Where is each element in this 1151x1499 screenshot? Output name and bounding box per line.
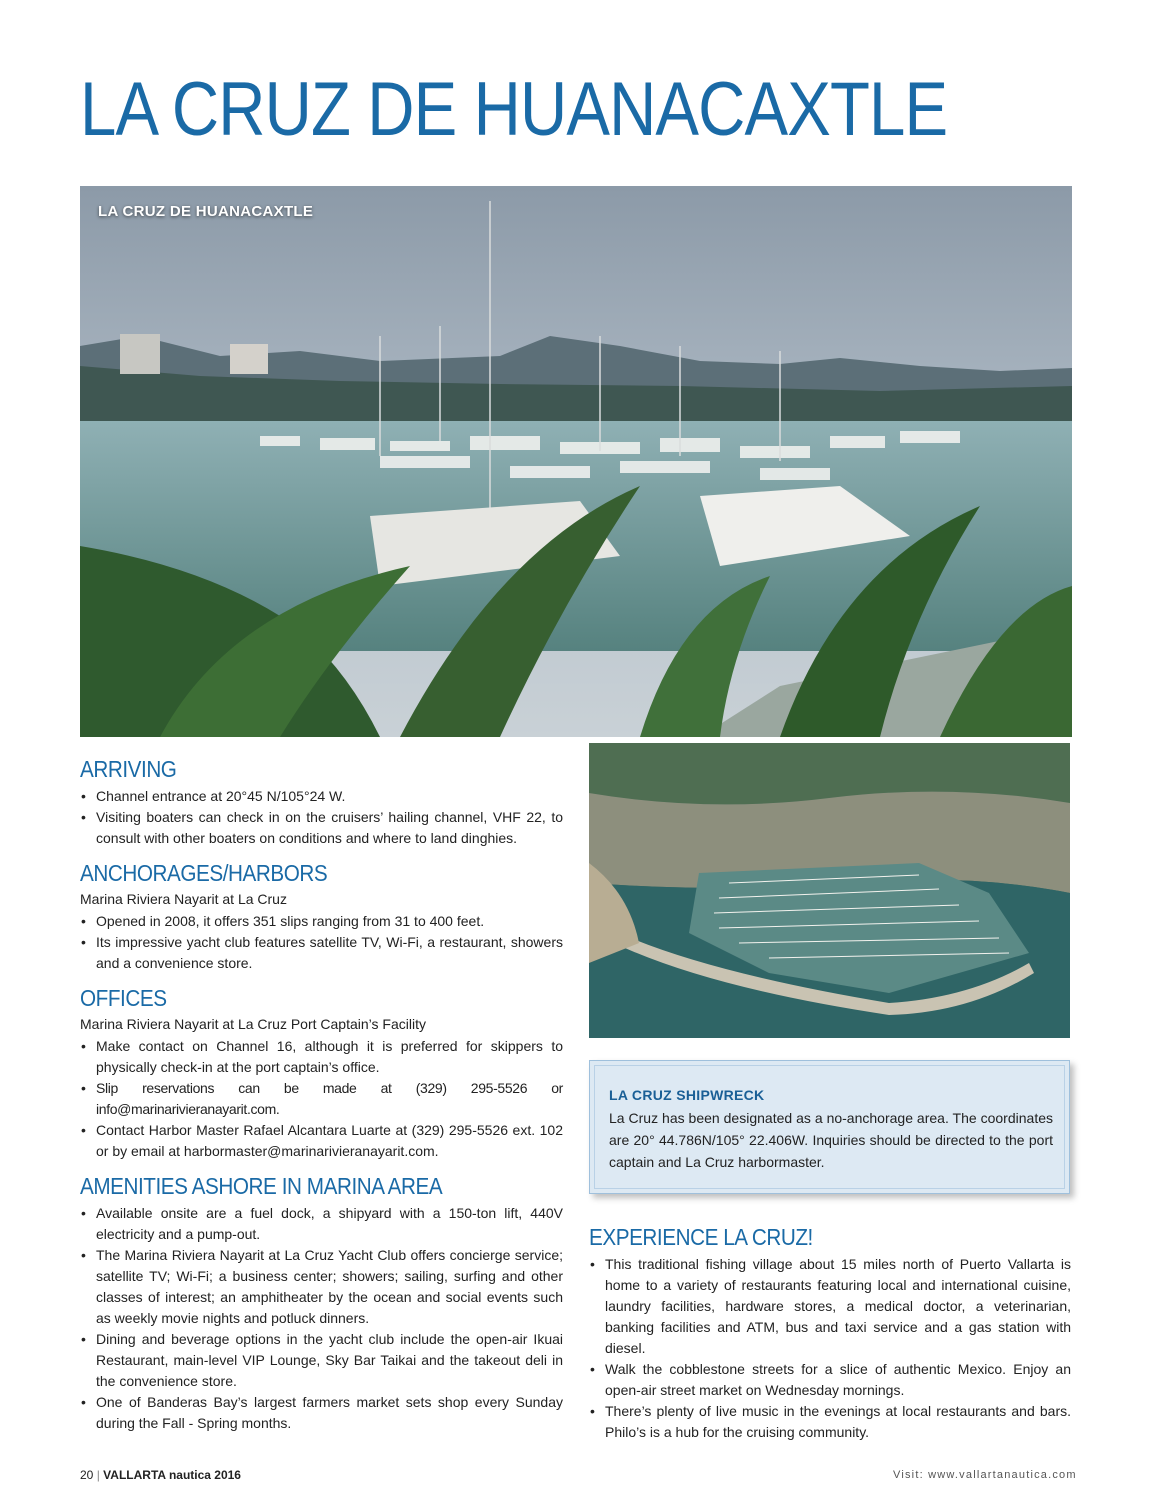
amenities-list xyxy=(80,1203,563,1434)
list-item: • The Marina Riviera Nayarit at La Cruz Yacht Club offers concierge service; satellite TV; Wi-Fi; a business center; showers; sailing, surfing and other classes of interest; an amphitheater by the ocean and social events such as weekly movie nights and potluck dinners. xyxy=(80,1245,563,1329)
left-column xyxy=(80,756,563,1445)
section-heading-offices: OFFICES xyxy=(80,985,167,1011)
section-anchorages xyxy=(80,860,563,974)
list-item: • There’s plenty of live music in the evenings at local restaurants and bars. Philo’s is a hub for the cruising community. xyxy=(589,1401,1071,1443)
list-item: • Dining and beverage options in the yacht club include the open-air Ikuai Restaurant, main-level VIP Lounge, Sky Bar Taikai and the takeout deli in the convenience store. xyxy=(80,1329,563,1392)
anchorages-list xyxy=(80,911,563,974)
list-item: • One of Banderas Bay’s largest farmers market sets shop every Sunday during the Fall - Spring months. xyxy=(80,1392,563,1434)
page-title: LA CRUZ DE HUANACAXTLE xyxy=(80,67,948,152)
publication-name: VALLARTA nautica 2016 xyxy=(103,1468,241,1482)
section-heading-experience: EXPERIENCE LA CRUZ! xyxy=(589,1224,813,1250)
footer-separator: | xyxy=(96,1468,100,1482)
offices-subheading: Marina Riviera Nayarit at La Cruz Port Captain’s Facility xyxy=(80,1016,426,1032)
anchorages-subheading: Marina Riviera Nayarit at La Cruz xyxy=(80,891,287,907)
list-item: • Make contact on Channel 16, although it is preferred for skippers to physically check-in at the port captain’s office. xyxy=(80,1036,563,1078)
section-offices xyxy=(80,985,563,1162)
list-item: • This traditional fishing village about 15 miles north of Puerto Vallarta is home to a variety of restaurants featuring local and international cuisine, laundry facilities, hardware stores, a medical doctor, a veterinarian, banking facilities and ATM, bus and taxi service and a gas station with diesel. xyxy=(589,1254,1071,1359)
list-item: • Walk the cobblestone streets for a slice of authentic Mexico. Enjoy an open-air street market on Wednesday mornings. xyxy=(589,1359,1071,1401)
right-column xyxy=(589,1224,1071,1454)
list-item: • Available onsite are a fuel dock, a shipyard with a 150-ton lift, 440V electricity and a pump-out. xyxy=(80,1203,563,1245)
shipwreck-callout-box xyxy=(589,1060,1070,1194)
aerial-photo-illustration xyxy=(589,743,1070,1038)
page-number: 20 xyxy=(80,1468,94,1482)
arriving-list xyxy=(80,786,563,849)
list-item: • Contact Harbor Master Rafael Alcantara Luarte at (329) 295-5526 ext. 102 or by email at harbormaster@marinarivieranayarit.com. xyxy=(80,1120,563,1162)
footer-page-info xyxy=(80,1468,241,1482)
list-item: • Channel entrance at 20°45 N/105°24 W. xyxy=(80,786,563,807)
shipwreck-heading: LA CRUZ SHIPWRECK xyxy=(609,1087,765,1103)
list-item: • Its impressive yacht club features satellite TV, Wi-Fi, a restaurant, showers and a convenience store. xyxy=(80,932,563,974)
section-heading-anchorages: ANCHORAGES/HARBORS xyxy=(80,860,328,886)
section-experience xyxy=(589,1224,1071,1443)
aerial-photo-marina xyxy=(589,743,1070,1038)
footer-website[interactable]: Visit: www.vallartanautica.com xyxy=(893,1469,1077,1481)
list-item: • Opened in 2008, it offers 351 slips ranging from 31 to 400 feet. xyxy=(80,911,563,932)
section-amenities xyxy=(80,1173,563,1434)
shipwreck-text: La Cruz has been designated as a no-anchorage area. The coordinates are 20° 44.786N/105° 22.406W. Inquiries should be directed to the port captain and La Cruz harbormaster. xyxy=(609,1110,1053,1170)
section-heading-amenities: AMENITIES ASHORE IN MARINA AREA xyxy=(80,1173,443,1199)
hero-photo-marina xyxy=(80,186,1072,737)
list-item: • Visiting boaters can check in on the cruisers’ hailing channel, VHF 22, to consult with other boaters on conditions and where to land dinghies. xyxy=(80,807,563,849)
hero-caption: LA CRUZ DE HUANACAXTLE xyxy=(98,203,314,220)
section-heading-arriving: ARRIVING xyxy=(80,756,177,782)
section-arriving xyxy=(80,756,563,849)
list-item: • Slip reservations can be made at (329) 295-5526 or info@marinarivieranayarit.com. xyxy=(80,1078,563,1120)
marina-photo-illustration xyxy=(80,186,1072,737)
offices-list xyxy=(80,1036,563,1162)
experience-list xyxy=(589,1254,1071,1443)
